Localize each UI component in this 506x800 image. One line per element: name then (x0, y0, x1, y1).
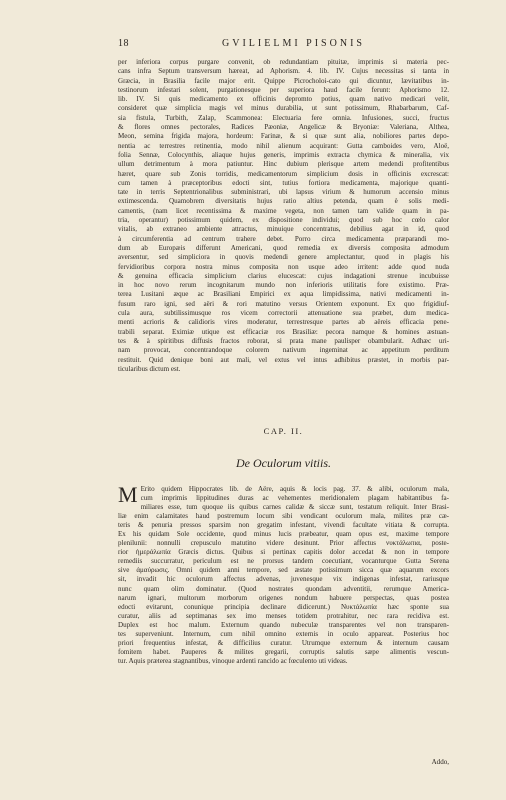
text-line: narum ignari, multorum morborum origenes nondum habuere perspectas, quas postea (118, 593, 449, 602)
text-line: fervidioribus corpora nostra minus composita non usque adeo irritent: adde quod nuda (118, 262, 449, 271)
text-line: Erito quidem Hippocrates lib. de Aëre, aquis & locis pag. 37. & alibi, oculorum mala, (140, 485, 449, 493)
text-line: nunc quam olim dominatur. (Quod nostrates quondam adventitii, rerumque America- (118, 584, 449, 593)
text-line: menti acrioris & calidioris vires moderatur, terrestresque partes ab aëreis efficacia pene- (118, 318, 449, 327)
text-line: Ex his quidam Sole occidente, quod minus lucis præbeatur, quam opus est, maxime tempore (118, 530, 449, 539)
running-head: GVILIELMI PISONIS (222, 38, 365, 49)
section-title: De Oculorum vitiis. (236, 456, 331, 470)
text-line: sia fistula, Turbith, Zalap, Scammonea: Electuaria fere omnia. Infusiones, succi, fructus (118, 113, 449, 122)
text-line: Græcia, in Brasilia facile major erit. Quippe Picrocholoi-cato qui dicuntur, lævitatibus in- (118, 76, 449, 85)
text-line: terea Lusitani æque ac Brasiliani Empirici ex aqua limpidissima, nativi medicamenti in- (118, 290, 449, 299)
text-line: tur. Aquis præterea stagnantibus, vinoque ardenti rancido ac fœculento uti videas. (118, 656, 348, 665)
text-line: tate in terris Septentrionalibus subministrari, ubi lapsus virium & humorum accensio minus (118, 188, 449, 197)
catchword: Addo, (431, 758, 449, 766)
text-line: miliares esse, tum quoque iis quibus carnes calidæ & siccæ sunt, testatum reliquit. Inter Brasi- (140, 503, 449, 512)
text-line: tes & à spiritibus diffusis fractos roborat, si prata mane paulisper obambularit. Adhæc uri- (118, 336, 449, 345)
text-line: tes superveniunt. Internum, cum nihil omnino externis in oculo appareat. Posterius hoc (118, 629, 449, 638)
text-line: cum imprimis lippitudines duras ac vehementes meridionalem plagam habitantibus fa- (140, 494, 449, 503)
text-line: remediis succurratur, periculum est ne prorsus tandem coecutiant, vocanturque Gutta Serena (118, 557, 449, 566)
page-number: 18 (118, 38, 129, 49)
text-line: rior ἡμεράλωπία Græcis dictus. Quibus si pertinax capitis dolor accedat & non in tempore (118, 548, 449, 557)
text-line: & genuina efficacia simplicium clarius elucescat: cujus indagationi strenue incubuisse (118, 271, 449, 280)
text-line: trabili separat. Eximiæ utique est efficaciæ ros Brasiliæ: pecora namque & homines æstuan- (118, 327, 449, 336)
text-line: à circumferentia ad centrum trahere debet. Porro circa medicamenta præparandi mo- (118, 234, 449, 243)
text-line: restituit. Quid denique boni aut mali, vel extus vel intus adhibitus præstet, in morbis par- (118, 355, 449, 364)
text-line: cans infra Septum transversum hæreat, ad Aphorism. 4. lib. IV. Cujus necessitas si tanta in (118, 67, 449, 76)
text-line: dum ab Europæis differunt Americani, quod remedia ex diversis composita admodum (118, 243, 449, 252)
text-line: Duplex est hoc malum. Externum quando nubeculæ transparentes vel non transparen- (118, 620, 449, 629)
text-line: teris & penuria pressos sparsim non gregatim infestant, vivendi facultate vitiata & corrupta. (118, 521, 449, 530)
text-line: consideret quæ simplicia magis vel minus durabilia, ut sunt potissimum, Rhabarbarum, Caf- (118, 104, 449, 113)
text-line: plenilunii: nonnulli crepusculo matutino videre desinunt. Prior affectus νυκτάλωπια, poste- (118, 539, 449, 548)
paragraph-continued (118, 58, 449, 374)
text-line: hæret, quare sub Zonis torridis, medicamentorum simplicium dosis in officinis excrescat: (118, 169, 449, 178)
text-line: cula aura, subtilissimusque ros vicem correctorii attenuatione sua præbet, dum medica- (118, 309, 449, 318)
text-line: liæ enim calamitates haud postremum locum sibi vendicant oculorum mala, milites præ cæ- (118, 512, 449, 521)
text-line: tria, operantur) potissimum quidem, ex dispositione individui; quod sub hoc cœlo calor (118, 216, 449, 225)
text-line: folia Sennæ, Colocynthis, aliaque hujus generis, imprimis extracta chymica & mineralia, vix (118, 150, 449, 159)
chapter-heading: CAP. II. (263, 426, 304, 436)
text-line: ullum detrimentum à mora patiuntur. Hinc dubium plerisque artem medendi profitentibus (118, 160, 449, 169)
text-line: extimescenda. Quamobrem diversitatis hujus ratio altius petenda, quam è solis medi- (118, 197, 449, 206)
text-line: Meon, semina frigida majora, hordeum: Farinæ, & si quæ sunt alia, nobiliores partes depo- (118, 132, 449, 141)
page-header (118, 38, 448, 49)
text-line: ticularibus dictum est. (118, 364, 181, 373)
text-line: curatur, aliis ad septimanas sex imo menses totidem protrahitur, nec rara recidiva est. (118, 611, 449, 620)
text-line: sive ἀμαύρωσις. Omni quidem anni tempore, sed æstate potissimum sicca quæ aquarum excors (118, 566, 449, 575)
drop-cap: M (118, 482, 138, 507)
text-line: per inferiora corpus purgare convenit, ob redundantiam pituitæ, imprimis si materia pec- (118, 58, 449, 66)
text-line: aversentur, sed simpliciora in quovis medendi genere amplectantur, quod in plagis his (118, 253, 449, 262)
text-line: priori frequentius infestat, & difficilius curatur. Utrumque externum & internum causam (118, 638, 449, 647)
text-line: edocti evitarunt, conunique principia declinare didicerunt.) Νυκτάλωπία hæc sponte sua (118, 602, 449, 611)
text-line: lib. IV. Si quis medicamento ex officinis depromto potius, quam nativo medicari velit, (118, 95, 449, 104)
text-line: fusum raro igni, sed aëri & rori matutino versus Orientem exponunt. Ex quo frigidiuf- (118, 299, 449, 308)
text-line: fomitem habet. Pauperes & milites gregarii, corruptis salutis sæpe alimentis vescun- (118, 647, 449, 656)
text-line: & flores omnes pectorales, Radices Pæoniæ, Angelicæ & Bryoniæ: Valeriana, Althea, (118, 123, 449, 132)
text-line: vitalis, ab extraneo ambiente attractus, minuique concentratus, debilius agat in id, quod (118, 225, 449, 234)
text-line: testinorum infestari solent, purgationesque per superiora haud facile ferunt: Aphorismo 12. (118, 85, 449, 94)
text-line: in hoc novo rerum incognitarum mundo non inferioris utilitatis fore existimo. Præ- (118, 281, 449, 290)
text-line: nentia ac terrestres retinentia, modo nihil alienum acquirant: Gutta camboides vero, Aloë, (118, 141, 449, 150)
paragraph-de-oculorum (118, 482, 449, 666)
text-line: cum tamen à præceptoribus edocti sint, tutius fortiora medicamenta, majorique quanti- (118, 178, 449, 187)
text-line: sit, invadit hic oculorum affectus advenas, juvenesque vix indigenas infestat, rariusque (118, 575, 449, 584)
text-line: nam provocat, concentrandoque colorem nativum ingeminat ac appetitum perditum (118, 346, 449, 355)
text-line: camentis, (nam licet recentissima & maxime vegeta, non tamen tam valide quam in pa- (118, 206, 449, 215)
